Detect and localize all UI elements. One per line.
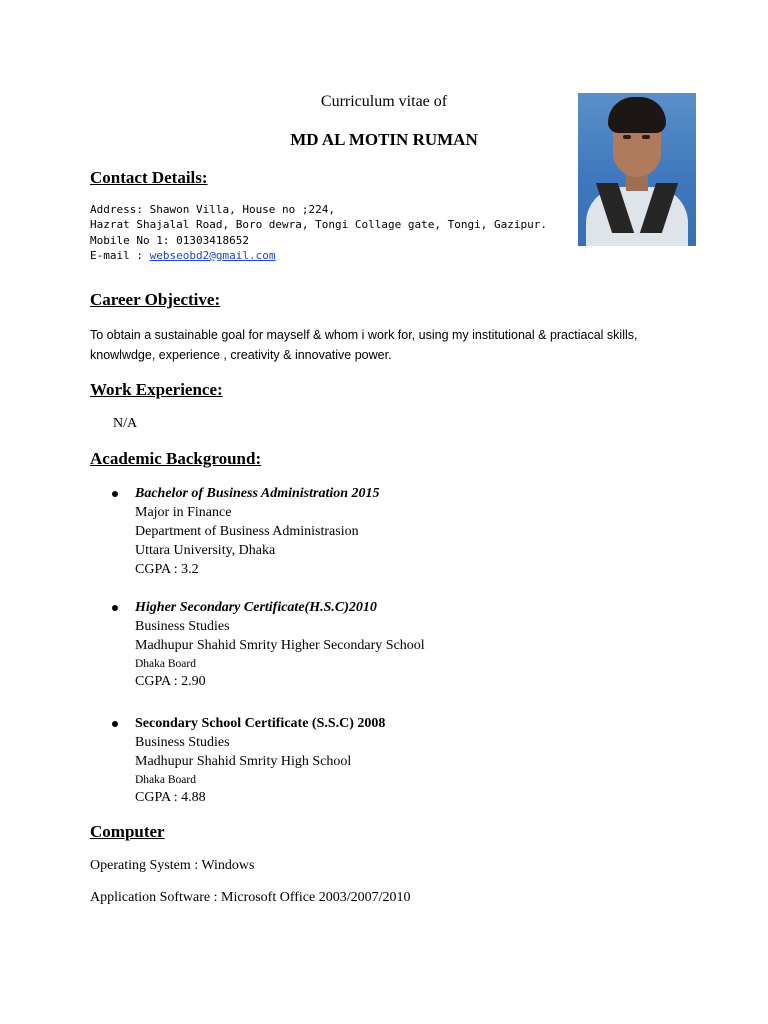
work-value: N/A — [113, 416, 138, 431]
candidate-name: MD AL MOTIN RUMAN — [290, 130, 478, 149]
degree-detail: Uttara University, Dhaka — [135, 543, 276, 558]
degree-title: Bachelor of Business Administration 2015 — [135, 486, 380, 501]
application-software: Application Software : Microsoft Office 2003/2007/2010 — [90, 890, 411, 905]
contact-block — [90, 202, 547, 263]
degree-detail: Madhupur Shahid Smrity Higher Secondary School — [135, 638, 425, 653]
bullet-icon — [112, 605, 118, 611]
degree-title: Secondary School Certificate (S.S.C) 2008 — [135, 716, 386, 731]
degree-detail: Major in Finance — [135, 505, 232, 520]
operating-system: Operating System : Windows — [90, 858, 255, 873]
career-heading: Career Objective: — [90, 290, 221, 309]
bullet-icon — [112, 721, 118, 727]
academic-heading: Academic Background: — [90, 449, 262, 468]
career-objective-text: To obtain a sustainable goal for mayself & whom i work for, using my institutional & practiacal skills, knowlwdge, experience , creativity & innovative power. — [90, 328, 638, 362]
degree-detail: Department of Business Administrasion — [135, 524, 359, 539]
address-line-1: Address: Shawon Villa, House no ;224, — [90, 203, 336, 216]
mobile-number: Mobile No 1: 01303418652 — [90, 233, 249, 247]
computer-heading: Computer — [90, 822, 165, 841]
address-line-2: Hazrat Shajalal Road, Boro dewra, Tongi Collage gate, Tongi, Gazipur. — [90, 218, 547, 232]
degree-gpa: CGPA : 2.90 — [135, 674, 206, 689]
work-heading: Work Experience: — [90, 380, 223, 399]
degree-detail: Business Studies — [135, 735, 230, 750]
degree-board: Dhaka Board — [135, 774, 196, 786]
email-link[interactable]: webseobd2@gmail.com — [149, 248, 276, 262]
degree-board: Dhaka Board — [135, 658, 196, 670]
cv-title: Curriculum vitae of — [320, 93, 448, 110]
degree-detail: Madhupur Shahid Smrity High School — [135, 754, 352, 769]
email-line — [90, 248, 547, 263]
email-label: E-mail : — [90, 248, 150, 262]
contact-heading: Contact Details: — [90, 168, 208, 187]
degree-gpa: CGPA : 3.2 — [135, 562, 199, 577]
bullet-icon — [112, 491, 118, 497]
degree-gpa: CGPA : 4.88 — [135, 790, 206, 805]
degree-title: Higher Secondary Certificate(H.S.C)2010 — [135, 600, 377, 615]
degree-detail: Business Studies — [135, 619, 230, 634]
profile-photo — [578, 93, 696, 246]
